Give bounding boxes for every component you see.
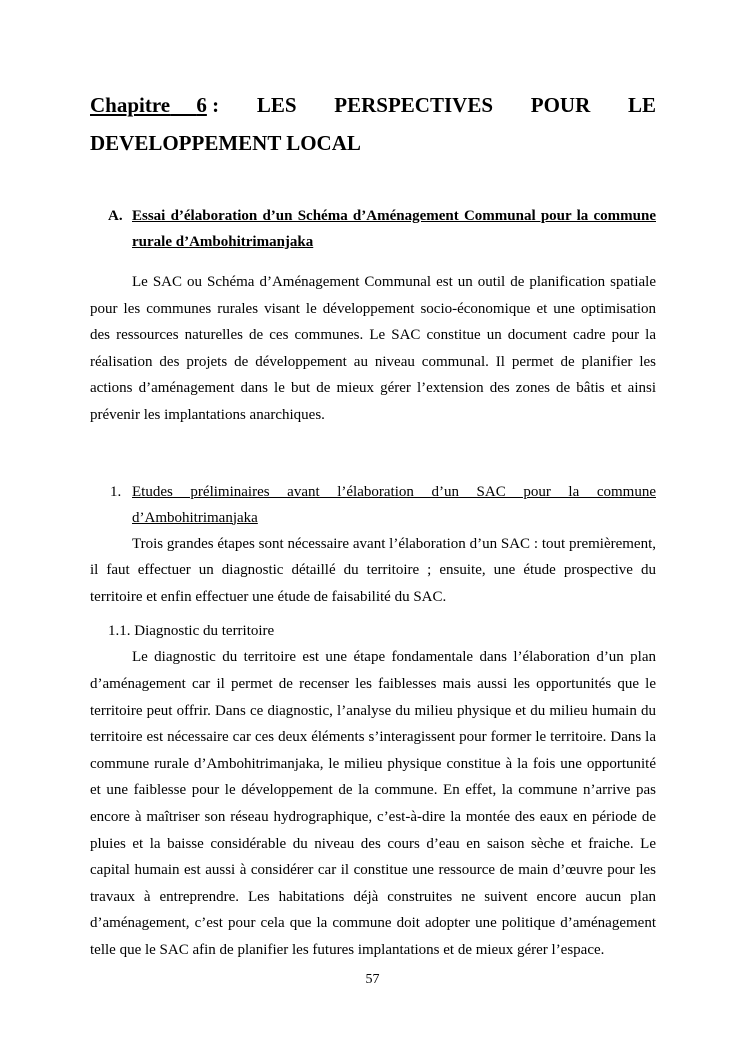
section-a-heading — [90, 203, 656, 255]
chapter-word-1: LES — [256, 93, 297, 117]
paragraph-three-steps: Trois grandes étapes sont nécessaire avant l’élaboration d’un SAC : tout premièrement, il faut effectuer un diagnostic détaillé du territoire ; ensuite, une étude prospective du territoire et enfin effectuer une étude de faisabilité du SAC. — [90, 535, 656, 605]
paragraph-diagnostic: Le diagnostic du territoire est une étape fondamentale dans l’élaboration d’un plan d’aménagement car il permet de recenser les faiblesses mais aussi les opportunités que le territoire peut offrir. Dans ce diagnostic, l’analyse du milieu physique et du milieu humain du territoire est nécessaire car ces deux éléments s’interagissent pour former le territoire. Dans la commune rurale d’Ambohitrimanjaka, le milieu physique constitue à la fois une opportunité et une faiblesse pour le développement de la commune. En effet, la commune n’arrive pas encore à maîtriser son réseau hydrographique, c’est-à-dire la montée des eaux en période de pluies et la baisse considérable du niveau des cours d’eau en saison sèche et fraiche. Le capital humain est aussi à considérer car il constitue une ressource de main d’œuvre pour les travaux à entreprendre. Les habitations déjà construites ne suivent encore aucun plan d’aménagement, c’est pour cela que la commune doit adopter une politique d’aménagement telle que le SAC afin de planifier les futures implantations et de mieux gérer l’espace. — [90, 649, 656, 958]
chapter-heading-line-2: DEVELOPPEMENT LOCAL — [90, 131, 361, 155]
chapter-heading — [90, 86, 656, 162]
paragraph-sac-definition: Le SAC ou Schéma d’Aménagement Communal est un outil de planification spatiale pour les communes rurales visant le développement socio-économique et une optimisation des ressources naturelles de ces communes. Le SAC constitue un document cadre pour la réalisation des projets de développement au niveau communal. Il permet de planifier les actions d’aménagement dans le but de mieux gérer l’extension des zones de bâtis et ainsi prévenir les implantations anarchiques. — [90, 274, 656, 423]
document-page — [90, 86, 656, 963]
chapter-word-3: POUR — [530, 93, 591, 117]
chapter-label: Chapitre 6 : — [90, 93, 220, 117]
chapter-word-4: LE — [627, 93, 656, 117]
section-a-label: A. — [108, 208, 123, 224]
section-a-title: Essai d’élaboration d’un Schéma d’Aménagement Communal pour la commune rurale d’Ambohitrimanjaka — [132, 208, 656, 250]
section-1-title: Etudes préliminaires avant l’élaboration d’un SAC pour la commune d’Ambohitrimanjaka — [132, 483, 656, 526]
chapter-word-2: PERSPECTIVES — [334, 93, 494, 117]
chapter-heading-line-1 — [90, 86, 656, 124]
section-1-heading — [90, 479, 656, 531]
subsection-1-1-heading: 1.1. Diagnostic du territoire — [108, 623, 275, 640]
page-number: 57 — [365, 972, 380, 987]
section-1-label: 1. — [110, 483, 122, 500]
